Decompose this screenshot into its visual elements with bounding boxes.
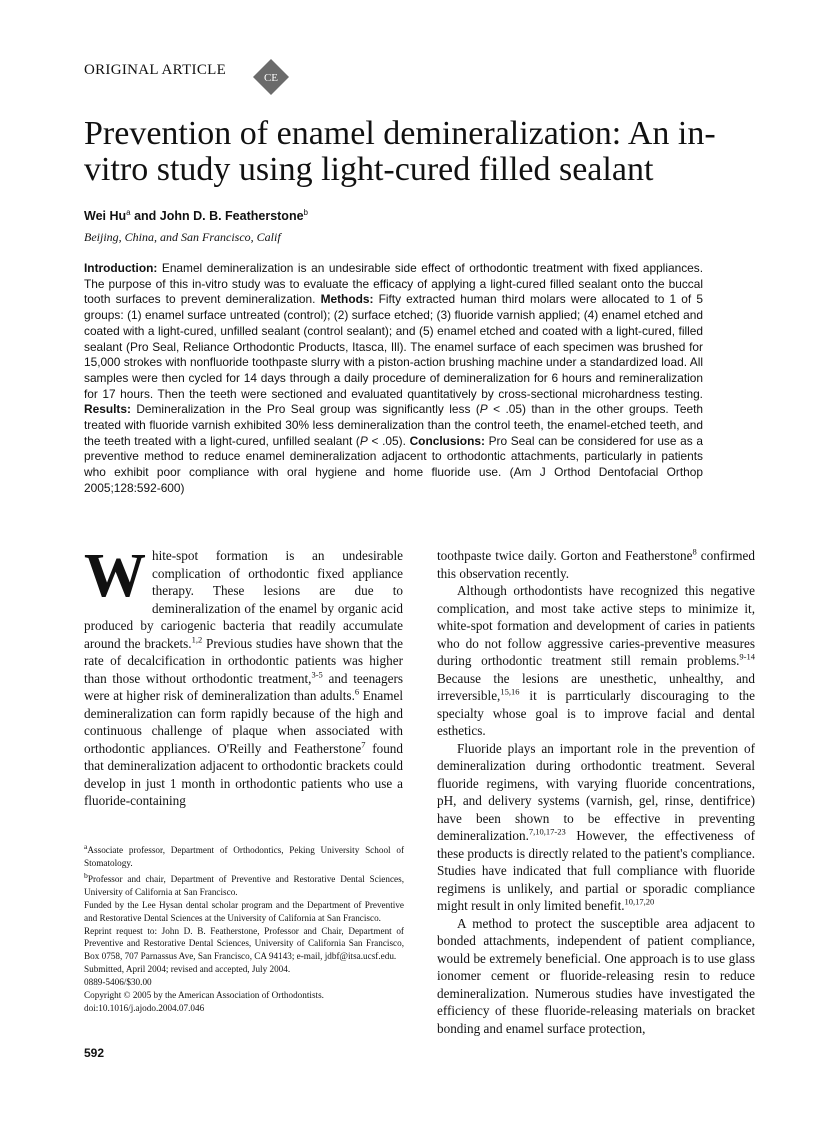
body-text: hite-spot formation is an undesirable complication of orthodontic fixed appliance therapy. These lesions are due to demineralization of the enamel by organic acid produced by cariogenic bacteria that readily accumulate around the brackets. [84,548,403,651]
footnote-text: Associate professor, Department of Orthodontics, Peking University School of Stomatology. [84,845,404,868]
body-column-left [84,542,403,810]
body-paragraph [437,547,755,582]
author-2-sup: b [303,208,308,217]
body-text: Fluoride plays an important role in the prevention of demineralization during orthodontic treatment. Several fluoride regimens, with varying fluoride concentrations, pH, and delivery systems (varnish, gel, rinse, dentifrice) have been shown to be effective in preventing demineralization. [437,740,755,843]
authors [84,208,308,223]
footnote-issn: 0889-5406/$30.00 [84,977,152,988]
body-column-right [437,547,755,1037]
citation: 3-5 [311,669,323,680]
body-paragraph [437,740,755,915]
svg-text:CE: CE [263,72,279,84]
citation: 7 [361,739,366,750]
body-text: Previous studies have shown that the rate of decalcification in orthodontic patients was higher than those without orthodontic treatment, [84,635,403,686]
body-text: However, the effectiveness of these products is directly related to the patient's compliance. Studies have indicated that full compliance with fluoride regimens is unlikely, and partial or sporadic compliance might result in only limited benefit. [437,828,755,913]
body-paragraph [437,582,755,740]
citation: 1,2 [191,634,203,645]
body-text: found that demineralization adjacent to orthodontic brackets could develop in just 1 month in orthodontic patients who use a fluoride-containing [84,740,403,808]
citation: 6 [354,686,360,697]
body-text: it is parrticularly discouraging to the specialty whose goal is to improve facial and dental esthetics. [437,688,755,738]
abstract-methods: Fifty extracted human third molars were allocated to 1 of 5 groups: (1) enamel surface untreated (control); (2) surface etched; (3) fluoride varnish applied; (4) enamel etched and coated with a light-cured, unfilled sealant (control sealant); and (5) enamel etched and coated with a light-cured, filled sealant (Pro Seal, Reliance Orthodontic Products, Itasca, Ill). The enamel surface of each specimen was brushed for 15,000 strokes with nonfluoride toothpaste slurry with a piston-action brushing machine under a standardized load. All samples were then cycled for 14 days through a daily procedure of demineralization for 6 hours and remineralization for 17 hours. Then the teeth were sectioned and evaluated quantitatively by cross-sectional microhardness testing. [84,292,703,401]
abstract-results-c: < .05). [367,433,410,448]
section-label: ORIGINAL ARTICLE [84,62,227,78]
abstract-conclusions: Pro Seal can be considered for use as a preventive method to reduce enamel demineralization adjacent to orthodontic attachments, particularly in patients who exhibit poor compliance with oral hygiene and home fluoride use. (Am J Orthod Dentofacial Orthop 2005;128:592-600) [84,433,703,495]
citation: 8 [692,546,697,557]
abstract [84,261,703,497]
abstract-intro: Enamel demineralization is an undesirable side effect of orthodontic treatment with fixed appliances. The purpose of this in-vitro study was to evaluate the efficacy of applying a light-cured filled sealant onto the buccal tooth surfaces to prevent demineralization. [84,261,703,307]
body-text: Although orthodontists have recognized this negative complication, and most take active steps to minimize it, white-spot formation and development of caries in patients who do not follow aggressive caries-preventive measures during orthodontic treatment still remain problems. [437,583,755,668]
abstract-conclusions-label: Conclusions: [409,433,485,448]
footnote-submitted: Submitted, April 2004; revised and accepted, July 2004. [84,964,291,975]
footnotes [84,841,404,1015]
citation: 7,10,17-23 [528,826,566,837]
abstract-p-symbol: P [359,433,368,448]
footnote-a [84,841,404,870]
footnote-b [84,870,404,899]
article-title: Prevention of enamel demineralization: An in-vitro study using light-cured filled sealant [84,115,716,188]
page-number: 592 [84,1046,105,1060]
footnote-marker: a [84,842,88,851]
abstract-intro-label: Introduction: [84,261,158,275]
abstract-results-a: Demineralization in the Pro Seal group was significantly less ( [130,402,480,417]
body-text: confirmed this observation recently. [437,548,755,581]
abstract-methods-label: Methods: [320,292,374,307]
author-1-sup: a [126,208,131,217]
footnote-text: Professor and chair, Department of Preventive and Restorative Dental Sciences, University of California at San Francisco. [84,873,404,897]
abstract-results-b: < .05) than in the other groups. Teeth treated with fluoride varnish exhibited 30% less demineralization than the control teeth, the enamel-etched teeth, and the teeth treated with a light-cured, unfilled sealant ( [84,402,703,448]
affiliation: Beijing, China, and San Francisco, Calif [84,230,281,244]
body-paragraph [84,542,403,810]
footnote-marker: b [84,870,88,880]
author-1: Wei Hu [84,209,127,224]
body-text: Enamel demineralization can form rapidly because of the high and continuous challenge of plaque when associated with orthodontic appliances. O'Reilly and Featherstone [84,688,403,756]
footnote-funding: Funded by the Lee Hysan dental scholar program and the Department of Preventive and Restorative Dental Sciences at the University of California at San Francisco. [84,899,404,923]
ce-badge-icon [252,58,290,96]
footnote-reprint: Reprint request to: John D. B. Featherstone, Professor and Chair, Department of Preventive and Restorative Dental Sciences, University of California San Francisco, Box 0758, 707 Parnassus Ave, San Francisco, CA 94143; e-mail, jdbf@itsa.ucsf.edu. [84,925,404,962]
body-text: toothpaste twice daily. Gorton and Featherstone [437,548,693,563]
citation: 10,17,20 [624,896,655,907]
footnote-copyright: Copyright © 2005 by the American Association of Orthodontists. [84,990,324,1001]
citation: 9-14 [739,651,755,662]
footnote-doi: doi:10.1016/j.ajodo.2004.07.046 [84,1003,205,1013]
author-2: and John D. B. Featherstone [130,209,304,224]
drop-cap: W [84,542,146,610]
citation: 15,16 [500,686,520,697]
abstract-p-symbol: P [479,402,488,417]
body-paragraph: A method to protect the susceptible area adjacent to bonded attachments, independent of patient compliance, would be extremely beneficial. One approach is to use glass ionomer cement or fluoride-releasing resin to reduce demineralization. Numerous studies have investigated the efficiency of these fluoride-releasing materials on bracket bonding and enamel surface protection, [437,915,755,1036]
abstract-results-label: Results: [84,402,131,417]
body-text: and teenagers were at higher risk of demineralization than adults. [84,670,403,703]
body-text: Because the lesions are unesthetic, unhealthy, and irreversible, [437,670,755,703]
